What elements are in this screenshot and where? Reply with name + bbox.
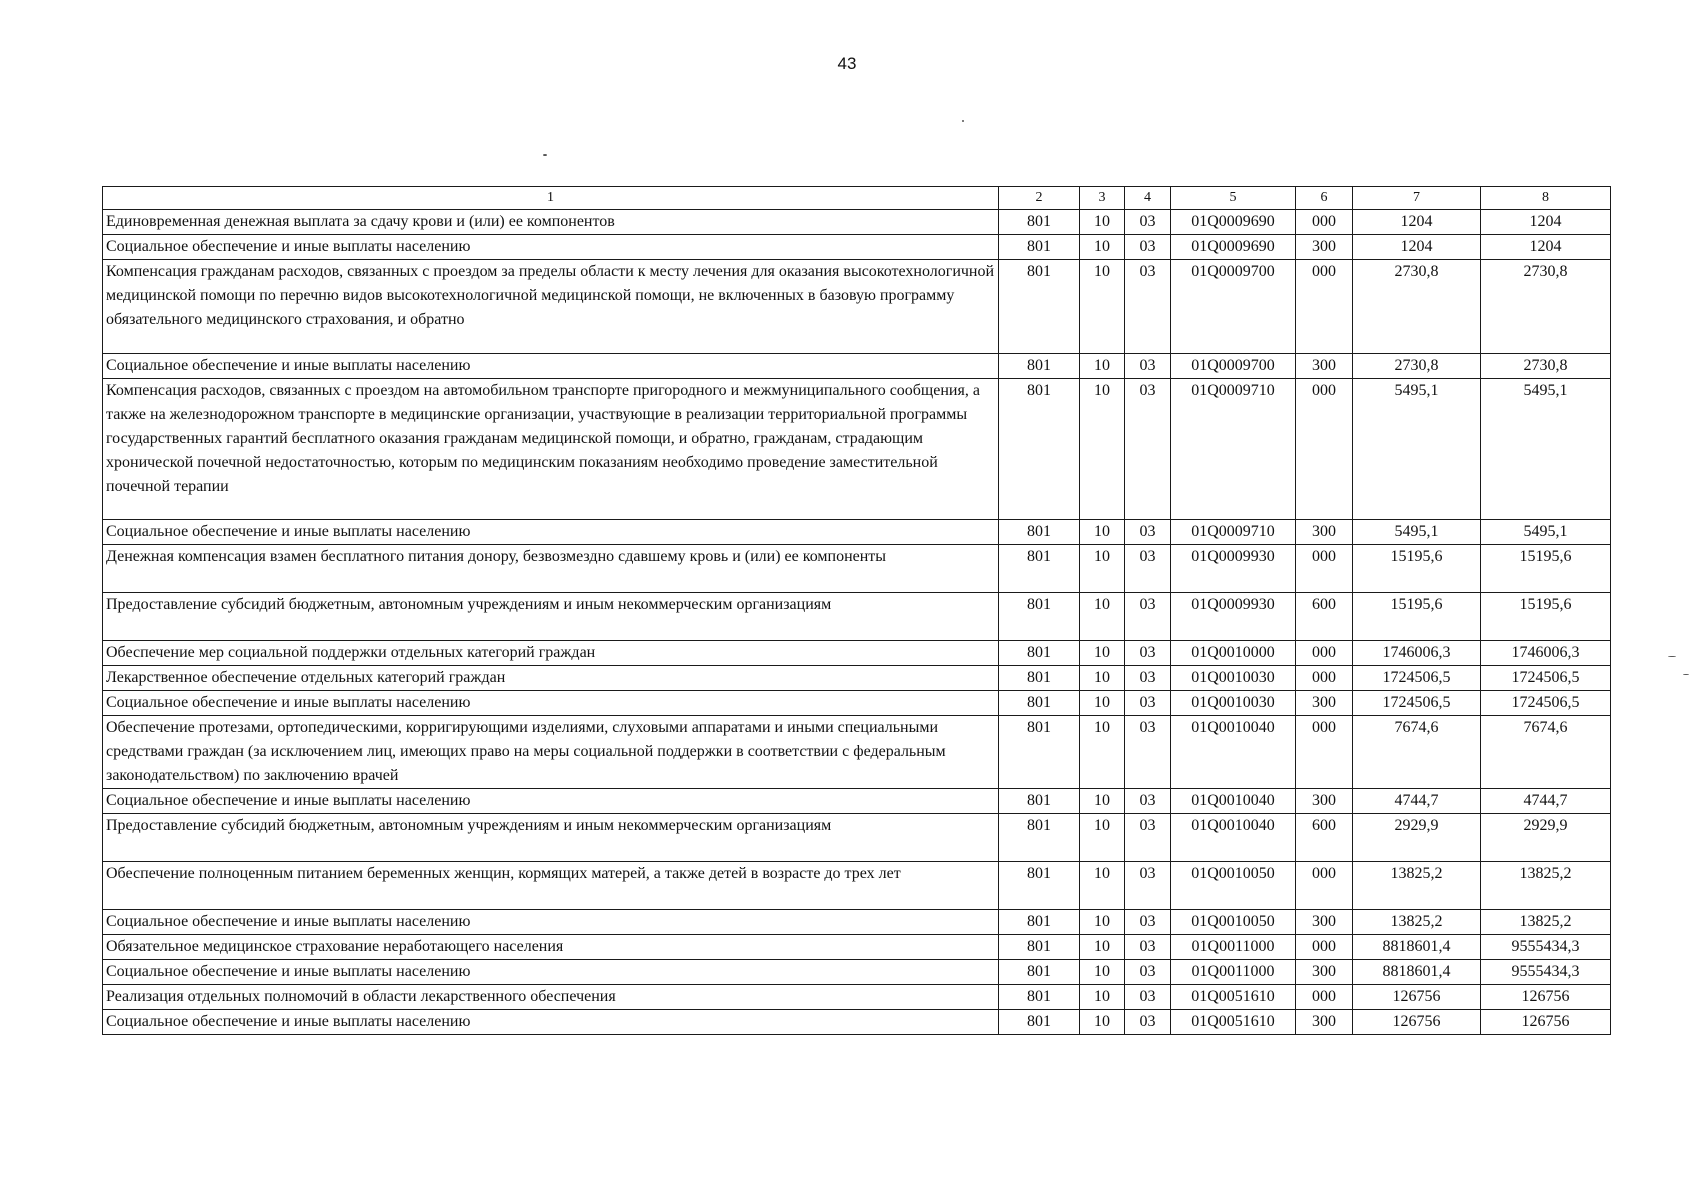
- table-row: [103, 593, 1611, 641]
- row-subsection-code: 03: [1125, 910, 1171, 935]
- row-target-code: 01Q0010030: [1171, 691, 1296, 716]
- row-name: Социальное обеспечение и иные выплаты населению: [103, 1010, 999, 1035]
- row-subsection-code: 03: [1125, 210, 1171, 235]
- row-section-code: 10: [1080, 862, 1125, 910]
- row-ministry-code: 801: [999, 1010, 1080, 1035]
- row-section-code: 10: [1080, 691, 1125, 716]
- row-target-code: 01Q0010030: [1171, 666, 1296, 691]
- row-amount-8: 1724506,5: [1481, 666, 1611, 691]
- row-expense-type: 000: [1296, 862, 1353, 910]
- row-amount-8: 7674,6: [1481, 716, 1611, 789]
- table-row: [103, 910, 1611, 935]
- row-ministry-code: 801: [999, 545, 1080, 593]
- row-amount-7: 5495,1: [1353, 520, 1481, 545]
- row-section-code: 10: [1080, 960, 1125, 985]
- row-subsection-code: 03: [1125, 985, 1171, 1010]
- row-ministry-code: 801: [999, 210, 1080, 235]
- row-expense-type: 000: [1296, 716, 1353, 789]
- row-target-code: 01Q0009700: [1171, 260, 1296, 354]
- row-expense-type: 600: [1296, 814, 1353, 862]
- row-amount-7: 8818601,4: [1353, 960, 1481, 985]
- row-subsection-code: 03: [1125, 545, 1171, 593]
- row-amount-8: 1724506,5: [1481, 691, 1611, 716]
- row-amount-7: 13825,2: [1353, 910, 1481, 935]
- row-name: Социальное обеспечение и иные выплаты населению: [103, 910, 999, 935]
- page-number: 43: [837, 54, 857, 73]
- table-row: [103, 862, 1611, 910]
- row-subsection-code: 03: [1125, 354, 1171, 379]
- row-amount-8: 2730,8: [1481, 260, 1611, 354]
- row-ministry-code: 801: [999, 520, 1080, 545]
- row-name: Единовременная денежная выплата за сдачу крови и (или) ее компонентов: [103, 210, 999, 235]
- table-row: [103, 235, 1611, 260]
- row-amount-8: 5495,1: [1481, 379, 1611, 520]
- row-amount-7: 1204: [1353, 210, 1481, 235]
- row-section-code: 10: [1080, 935, 1125, 960]
- table-row: [103, 210, 1611, 235]
- row-expense-type: 000: [1296, 641, 1353, 666]
- row-ministry-code: 801: [999, 862, 1080, 910]
- row-target-code: 01Q0051610: [1171, 985, 1296, 1010]
- row-name: Социальное обеспечение и иные выплаты населению: [103, 354, 999, 379]
- row-expense-type: 300: [1296, 910, 1353, 935]
- header-cell: 1: [103, 187, 999, 210]
- row-amount-7: 4744,7: [1353, 789, 1481, 814]
- row-amount-7: 15195,6: [1353, 545, 1481, 593]
- row-amount-8: 1204: [1481, 210, 1611, 235]
- row-name: Социальное обеспечение и иные выплаты населению: [103, 691, 999, 716]
- row-name: Обязательное медицинское страхование неработающего населения: [103, 935, 999, 960]
- row-subsection-code: 03: [1125, 716, 1171, 789]
- table-row: [103, 666, 1611, 691]
- row-expense-type: 000: [1296, 935, 1353, 960]
- row-target-code: 01Q0051610: [1171, 1010, 1296, 1035]
- row-section-code: 10: [1080, 520, 1125, 545]
- scan-speck: [1683, 674, 1689, 675]
- row-ministry-code: 801: [999, 641, 1080, 666]
- row-section-code: 10: [1080, 641, 1125, 666]
- row-target-code: 01Q0009710: [1171, 520, 1296, 545]
- row-ministry-code: 801: [999, 666, 1080, 691]
- header-cell: 5: [1171, 187, 1296, 210]
- row-section-code: 10: [1080, 379, 1125, 520]
- row-expense-type: 000: [1296, 666, 1353, 691]
- row-amount-7: 1724506,5: [1353, 691, 1481, 716]
- row-section-code: 10: [1080, 716, 1125, 789]
- table-row: [103, 789, 1611, 814]
- table-row: [103, 814, 1611, 862]
- table-row: [103, 716, 1611, 789]
- row-amount-7: 7674,6: [1353, 716, 1481, 789]
- header-cell: 2: [999, 187, 1080, 210]
- row-ministry-code: 801: [999, 235, 1080, 260]
- row-section-code: 10: [1080, 814, 1125, 862]
- row-amount-8: 9555434,3: [1481, 960, 1611, 985]
- header-cell: 6: [1296, 187, 1353, 210]
- row-expense-type: 000: [1296, 210, 1353, 235]
- row-target-code: 01Q0009930: [1171, 545, 1296, 593]
- row-name: Обеспечение мер социальной поддержки отдельных категорий граждан: [103, 641, 999, 666]
- row-ministry-code: 801: [999, 960, 1080, 985]
- row-expense-type: 000: [1296, 260, 1353, 354]
- row-expense-type: 300: [1296, 789, 1353, 814]
- row-target-code: 01Q0010040: [1171, 716, 1296, 789]
- row-ministry-code: 801: [999, 691, 1080, 716]
- row-amount-7: 8818601,4: [1353, 935, 1481, 960]
- row-section-code: 10: [1080, 1010, 1125, 1035]
- row-amount-8: 1204: [1481, 235, 1611, 260]
- row-section-code: 10: [1080, 789, 1125, 814]
- row-subsection-code: 03: [1125, 641, 1171, 666]
- row-amount-7: 126756: [1353, 985, 1481, 1010]
- row-ministry-code: 801: [999, 716, 1080, 789]
- row-target-code: 01Q0011000: [1171, 935, 1296, 960]
- row-section-code: 10: [1080, 910, 1125, 935]
- row-expense-type: 600: [1296, 593, 1353, 641]
- row-amount-8: 126756: [1481, 985, 1611, 1010]
- row-amount-7: 126756: [1353, 1010, 1481, 1035]
- row-ministry-code: 801: [999, 814, 1080, 862]
- row-section-code: 10: [1080, 210, 1125, 235]
- header-row: [103, 187, 1611, 210]
- row-amount-7: 2929,9: [1353, 814, 1481, 862]
- row-name: Обеспечение полноценным питанием беременных женщин, кормящих матерей, а также детей в возрасте до трех лет: [103, 862, 999, 910]
- row-subsection-code: 03: [1125, 1010, 1171, 1035]
- row-amount-8: 13825,2: [1481, 862, 1611, 910]
- row-name: Денежная компенсация взамен бесплатного питания донору, безвозмездно сдавшему кровь и (или) ее компоненты: [103, 545, 999, 593]
- table-row: [103, 260, 1611, 354]
- table-row: [103, 520, 1611, 545]
- row-name: Предоставление субсидий бюджетным, автономным учреждениям и иным некоммерческим организациям: [103, 814, 999, 862]
- row-amount-7: 15195,6: [1353, 593, 1481, 641]
- row-amount-7: 1724506,5: [1353, 666, 1481, 691]
- header-cell: 4: [1125, 187, 1171, 210]
- row-amount-7: 13825,2: [1353, 862, 1481, 910]
- row-section-code: 10: [1080, 985, 1125, 1010]
- scan-speck: [962, 120, 964, 122]
- row-amount-8: 9555434,3: [1481, 935, 1611, 960]
- row-name: Социальное обеспечение и иные выплаты населению: [103, 520, 999, 545]
- row-amount-7: 5495,1: [1353, 379, 1481, 520]
- row-subsection-code: 03: [1125, 789, 1171, 814]
- row-amount-8: 15195,6: [1481, 593, 1611, 641]
- row-amount-8: 2730,8: [1481, 354, 1611, 379]
- row-amount-8: 2929,9: [1481, 814, 1611, 862]
- row-target-code: 01Q0010000: [1171, 641, 1296, 666]
- row-target-code: 01Q0009690: [1171, 235, 1296, 260]
- row-amount-7: 2730,8: [1353, 260, 1481, 354]
- row-target-code: 01Q0009710: [1171, 379, 1296, 520]
- row-subsection-code: 03: [1125, 862, 1171, 910]
- row-name: Обеспечение протезами, ортопедическими, корригирующими изделиями, слуховыми аппаратами и иными специальными средствами граждан (за исключением лиц, имеющих право на меры социальной поддержки в соответствии с федеральным законодательством) по заключению врачей: [103, 716, 999, 789]
- row-section-code: 10: [1080, 666, 1125, 691]
- row-amount-8: 5495,1: [1481, 520, 1611, 545]
- row-amount-7: 1746006,3: [1353, 641, 1481, 666]
- row-subsection-code: 03: [1125, 691, 1171, 716]
- row-expense-type: 300: [1296, 235, 1353, 260]
- scan-speck: [1668, 656, 1676, 657]
- row-target-code: 01Q0010050: [1171, 862, 1296, 910]
- header-cell: 7: [1353, 187, 1481, 210]
- table-row: [103, 641, 1611, 666]
- row-subsection-code: 03: [1125, 666, 1171, 691]
- row-name: Социальное обеспечение и иные выплаты населению: [103, 235, 999, 260]
- budget-table-container: [102, 186, 1611, 1035]
- row-expense-type: 000: [1296, 545, 1353, 593]
- row-target-code: 01Q0010040: [1171, 789, 1296, 814]
- row-target-code: 01Q0009700: [1171, 354, 1296, 379]
- budget-table: [102, 186, 1611, 1035]
- table-row: [103, 985, 1611, 1010]
- header-cell: 3: [1080, 187, 1125, 210]
- row-expense-type: 000: [1296, 985, 1353, 1010]
- row-name: Социальное обеспечение и иные выплаты населению: [103, 789, 999, 814]
- row-expense-type: 300: [1296, 354, 1353, 379]
- table-row: [103, 354, 1611, 379]
- row-target-code: 01Q0009690: [1171, 210, 1296, 235]
- table-row: [103, 545, 1611, 593]
- row-name: Реализация отдельных полномочий в области лекарственного обеспечения: [103, 985, 999, 1010]
- row-ministry-code: 801: [999, 260, 1080, 354]
- table-row: [103, 960, 1611, 985]
- row-subsection-code: 03: [1125, 960, 1171, 985]
- row-amount-7: 2730,8: [1353, 354, 1481, 379]
- row-section-code: 10: [1080, 545, 1125, 593]
- row-expense-type: 300: [1296, 960, 1353, 985]
- row-target-code: 01Q0011000: [1171, 960, 1296, 985]
- row-target-code: 01Q0010040: [1171, 814, 1296, 862]
- header-cell: 8: [1481, 187, 1611, 210]
- row-subsection-code: 03: [1125, 379, 1171, 520]
- row-subsection-code: 03: [1125, 935, 1171, 960]
- row-section-code: 10: [1080, 260, 1125, 354]
- row-name: Компенсация расходов, связанных с проездом на автомобильном транспорте пригородного и межмуниципального сообщения, а также на железнодорожном транспорте в медицинские организации, участвующие в реализации территориальной программы государственных гарантий бесплатного оказания гражданам медицинской помощи, и обратно, гражданам, страдающим хронической почечной недостаточностью, которым по медицинским показаниям необходимо проведение заместительной почечной терапии: [103, 379, 999, 520]
- row-expense-type: 300: [1296, 520, 1353, 545]
- row-ministry-code: 801: [999, 935, 1080, 960]
- scan-speck: [543, 154, 547, 156]
- row-name: Лекарственное обеспечение отдельных категорий граждан: [103, 666, 999, 691]
- row-name: Предоставление субсидий бюджетным, автономным учреждениям и иным некоммерческим организациям: [103, 593, 999, 641]
- row-ministry-code: 801: [999, 910, 1080, 935]
- row-subsection-code: 03: [1125, 520, 1171, 545]
- row-ministry-code: 801: [999, 985, 1080, 1010]
- row-ministry-code: 801: [999, 354, 1080, 379]
- row-expense-type: 300: [1296, 691, 1353, 716]
- row-ministry-code: 801: [999, 593, 1080, 641]
- row-name: Компенсация гражданам расходов, связанных с проездом за пределы области к месту лечения для оказания высокотехнологичной медицинской помощи по перечню видов высокотехнологичной медицинской помощи, не включенных в базовую программу обязательного медицинского страхования, и обратно: [103, 260, 999, 354]
- row-subsection-code: 03: [1125, 260, 1171, 354]
- row-expense-type: 300: [1296, 1010, 1353, 1035]
- row-amount-8: 1746006,3: [1481, 641, 1611, 666]
- row-amount-8: 4744,7: [1481, 789, 1611, 814]
- table-row: [103, 935, 1611, 960]
- row-amount-8: 15195,6: [1481, 545, 1611, 593]
- row-amount-8: 13825,2: [1481, 910, 1611, 935]
- row-name: Социальное обеспечение и иные выплаты населению: [103, 960, 999, 985]
- table-row: [103, 379, 1611, 520]
- row-subsection-code: 03: [1125, 814, 1171, 862]
- row-section-code: 10: [1080, 593, 1125, 641]
- row-amount-8: 126756: [1481, 1010, 1611, 1035]
- table-row: [103, 1010, 1611, 1035]
- row-amount-7: 1204: [1353, 235, 1481, 260]
- row-target-code: 01Q0009930: [1171, 593, 1296, 641]
- row-ministry-code: 801: [999, 379, 1080, 520]
- row-target-code: 01Q0010050: [1171, 910, 1296, 935]
- row-section-code: 10: [1080, 354, 1125, 379]
- row-subsection-code: 03: [1125, 235, 1171, 260]
- row-section-code: 10: [1080, 235, 1125, 260]
- table-row: [103, 691, 1611, 716]
- row-ministry-code: 801: [999, 789, 1080, 814]
- row-expense-type: 000: [1296, 379, 1353, 520]
- row-subsection-code: 03: [1125, 593, 1171, 641]
